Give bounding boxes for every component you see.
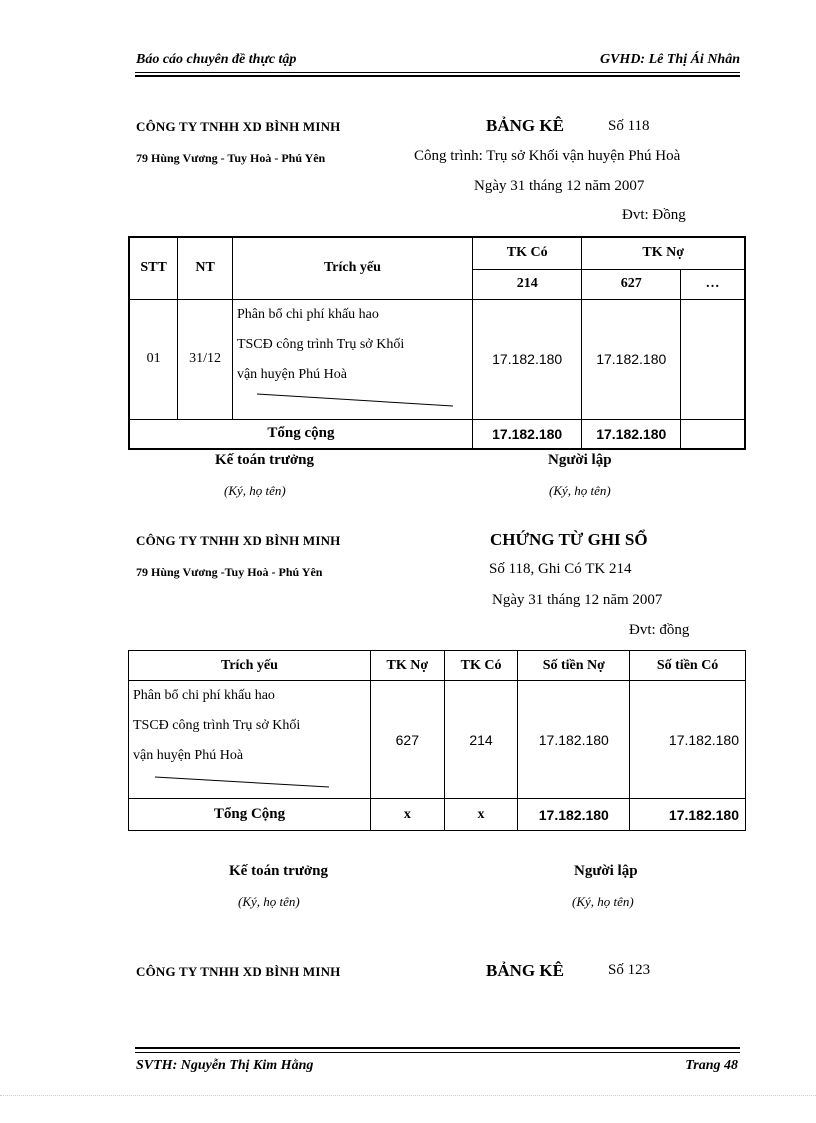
sign-preparer-note: (Ký, họ tên) [572, 894, 634, 909]
table-row [129, 299, 745, 419]
footer-rule-thin [135, 1052, 740, 1053]
footer-rule-thick [135, 1047, 740, 1049]
cell-stt: 01 [129, 299, 178, 419]
total-label: Tổng Cộng [129, 799, 371, 831]
col-header-so-tien-no: Số tiền Nợ [518, 651, 630, 681]
col-header-so-tien-co: Số tiền Có [630, 651, 746, 681]
total-tk-no: x [370, 799, 444, 831]
total-tk-co: 17.182.180 [472, 419, 582, 449]
chung-tu-table [128, 650, 746, 831]
desc-line-1: Phân bổ chi phí khấu hao [133, 688, 275, 703]
cell-desc [232, 299, 472, 419]
col-header-tk-co: TK Có [472, 237, 582, 269]
total-row [129, 419, 745, 449]
header-right: GVHD: Lê Thị Ái Nhân [599, 52, 740, 67]
sign-preparer: Người lập [574, 863, 638, 879]
footer-left: SVTH: Nguyễn Thị Kim Hằng [136, 1058, 314, 1073]
desc-line-2: TSCĐ công trình Trụ sở Khối [133, 718, 301, 733]
doc-number: Số 118 [608, 118, 650, 134]
sign-chief-accountant-note: (Ký, họ tên) [238, 894, 300, 909]
col-header-tk-no: TK Nợ [582, 237, 745, 269]
cell-tk-no: 17.182.180 [582, 299, 681, 419]
page-edge [0, 1095, 816, 1096]
table-row [129, 681, 746, 799]
strike-line [133, 771, 363, 791]
sign-chief-accountant-note: (Ký, họ tên) [224, 483, 286, 498]
header-rule-thin [135, 72, 740, 73]
doc-date: Ngày 31 tháng 12 năm 2007 [492, 592, 663, 608]
header-rule-thick [135, 75, 740, 77]
company-name: CÔNG TY TNHH XD BÌNH MINH [136, 964, 341, 979]
desc-line-1: Phân bổ chi phí khấu hao [236, 306, 379, 322]
company-address: 79 Hùng Vương -Tuy Hoà - Phú Yên [136, 565, 323, 579]
unit-label: Đvt: Đồng [622, 207, 686, 223]
cell-nt: 31/12 [178, 299, 233, 419]
doc-subtitle: Số 118, Ghi Có TK 214 [489, 561, 632, 577]
header-left: Báo cáo chuyên đề thực tập [136, 52, 297, 67]
total-tk-no: 17.182.180 [582, 419, 681, 449]
doc-title: BẢNG KÊ [486, 116, 564, 135]
total-row [129, 799, 746, 831]
col-header-tk-no: TK Nợ [370, 651, 444, 681]
total-empty [681, 419, 745, 449]
total-label: Tổng cộng [129, 419, 472, 449]
total-so-tien-co: 17.182.180 [630, 799, 746, 831]
company-address: 79 Hùng Vương - Tuy Hoà - Phú Yên [136, 151, 326, 165]
bang-ke-table [128, 236, 746, 450]
col-header-more: … [681, 269, 745, 299]
sign-preparer: Người lập [548, 452, 612, 468]
company-name: CÔNG TY TNHH XD BÌNH MINH [136, 533, 341, 548]
cell-desc [129, 681, 371, 799]
col-header-214: 214 [472, 269, 582, 299]
col-header-stt: STT [129, 237, 178, 299]
footer-right: Trang 48 [685, 1058, 738, 1073]
strike-line [237, 390, 467, 410]
col-header-nt: NT [178, 237, 233, 299]
cell-so-tien-no: 17.182.180 [518, 681, 630, 799]
unit-label: Đvt: đồng [629, 622, 690, 638]
desc-line-3: vận huyện Phú Hoà [133, 748, 244, 763]
cell-so-tien-co: 17.182.180 [630, 681, 746, 799]
doc-date: Ngày 31 tháng 12 năm 2007 [474, 178, 645, 194]
sign-chief-accountant: Kế toán trưởng [229, 863, 328, 879]
total-tk-co: x [444, 799, 518, 831]
total-so-tien-no: 17.182.180 [518, 799, 630, 831]
project-name: Công trình: Trụ sở Khối vận huyện Phú Hoà [414, 148, 681, 164]
col-header-tk-co: TK Có [444, 651, 518, 681]
col-header-desc: Trích yếu [129, 651, 371, 681]
company-name: CÔNG TY TNHH XD BÌNH MINH [136, 119, 341, 134]
cell-tk-co: 214 [444, 681, 518, 799]
cell-tk-no: 627 [370, 681, 444, 799]
desc-line-2: TSCĐ công trình Trụ sở Khối [236, 336, 405, 352]
doc-number: Số 123 [608, 962, 651, 978]
cell-empty [681, 299, 745, 419]
col-header-627: 627 [582, 269, 681, 299]
doc-title: CHỨNG TỪ GHI SỔ [490, 530, 648, 549]
sign-preparer-note: (Ký, họ tên) [549, 483, 611, 498]
col-header-desc: Trích yếu [232, 237, 472, 299]
cell-tk-co: 17.182.180 [472, 299, 582, 419]
sign-chief-accountant: Kế toán trưởng [215, 452, 314, 468]
desc-line-3: vận huyện Phú Hoà [236, 366, 347, 382]
doc-title: BẢNG KÊ [486, 961, 564, 980]
